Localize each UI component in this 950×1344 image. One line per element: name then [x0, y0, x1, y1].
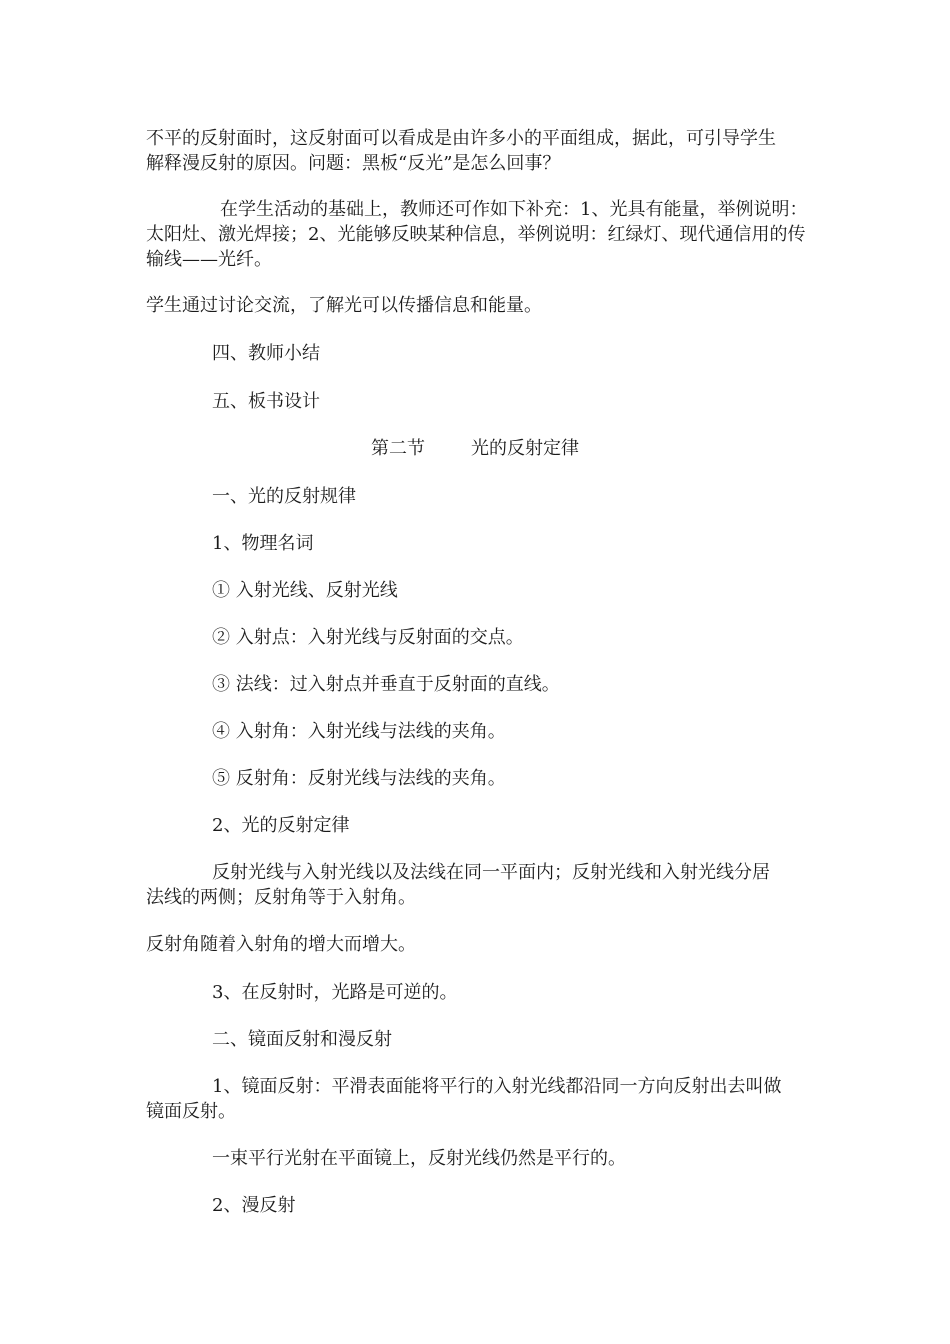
subsection-diffuse-reflection: 2、漫反射	[212, 1195, 296, 1216]
subsection-physics-terms: 1、物理名词	[212, 533, 314, 554]
paragraph-diffuse-question	[146, 126, 812, 176]
text-line: 解释漫反射的原因。问题：黑板“反光”是怎么回事？	[146, 153, 561, 174]
term-item-5: ⑤ 反射角：反射光线与法线的夹角。	[212, 768, 506, 789]
subsection-reversible-path: 3、在反射时，光路是可逆的。	[212, 982, 458, 1003]
section-specular-diffuse: 二、镜面反射和漫反射	[212, 1029, 392, 1050]
subsection-reflection-law: 2、光的反射定律	[212, 815, 350, 836]
paragraph-student-discussion: 学生通过讨论交流，了解光可以传播信息和能量。	[146, 295, 542, 316]
section-board-design: 五、板书设计	[212, 391, 320, 412]
section-reflection-rules: 一、光的反射规律	[212, 486, 356, 507]
section-teacher-summary: 四、教师小结	[212, 343, 320, 364]
text-line: 镜面反射。	[146, 1101, 236, 1122]
heading-section-number: 第二节	[371, 438, 425, 459]
term-item-4: ④ 入射角：入射光线与法线的夹角。	[212, 721, 506, 742]
heading-title: 光的反射定律	[471, 438, 579, 459]
text-line: 不平的反射面时，这反射面可以看成是由许多小的平面组成，据此，可引导学生	[146, 128, 776, 149]
paragraph-teacher-supplement	[146, 197, 812, 272]
text-line: 法线的两侧；反射角等于入射角。	[146, 887, 416, 908]
text-line: 反射光线与入射光线以及法线在同一平面内；反射光线和入射光线分居	[212, 862, 770, 883]
paragraph-angle-increase: 反射角随着入射角的增大而增大。	[146, 934, 416, 955]
paragraph-specular-reflection	[146, 1074, 812, 1124]
term-item-1: ① 入射光线、反射光线	[212, 580, 398, 601]
text-line: 输线——光纤。	[146, 249, 272, 270]
paragraph-parallel-light: 一束平行光射在平面镜上，反射光线仍然是平行的。	[212, 1148, 626, 1169]
paragraph-reflection-law	[146, 860, 812, 910]
term-item-3: ③ 法线：过入射点并垂直于反射面的直线。	[212, 674, 560, 695]
text-line: 1、镜面反射：平滑表面能将平行的入射光线都沿同一方向反射出去叫做	[212, 1076, 782, 1097]
board-heading	[0, 436, 950, 461]
term-item-2: ② 入射点：入射光线与反射面的交点。	[212, 627, 524, 648]
text-line: 在学生活动的基础上，教师还可作如下补充：1、光具有能量，举例说明：	[220, 199, 808, 220]
text-line: 太阳灶、激光焊接；2、光能够反映某种信息，举例说明：红绿灯、现代通信用的传	[146, 224, 806, 245]
